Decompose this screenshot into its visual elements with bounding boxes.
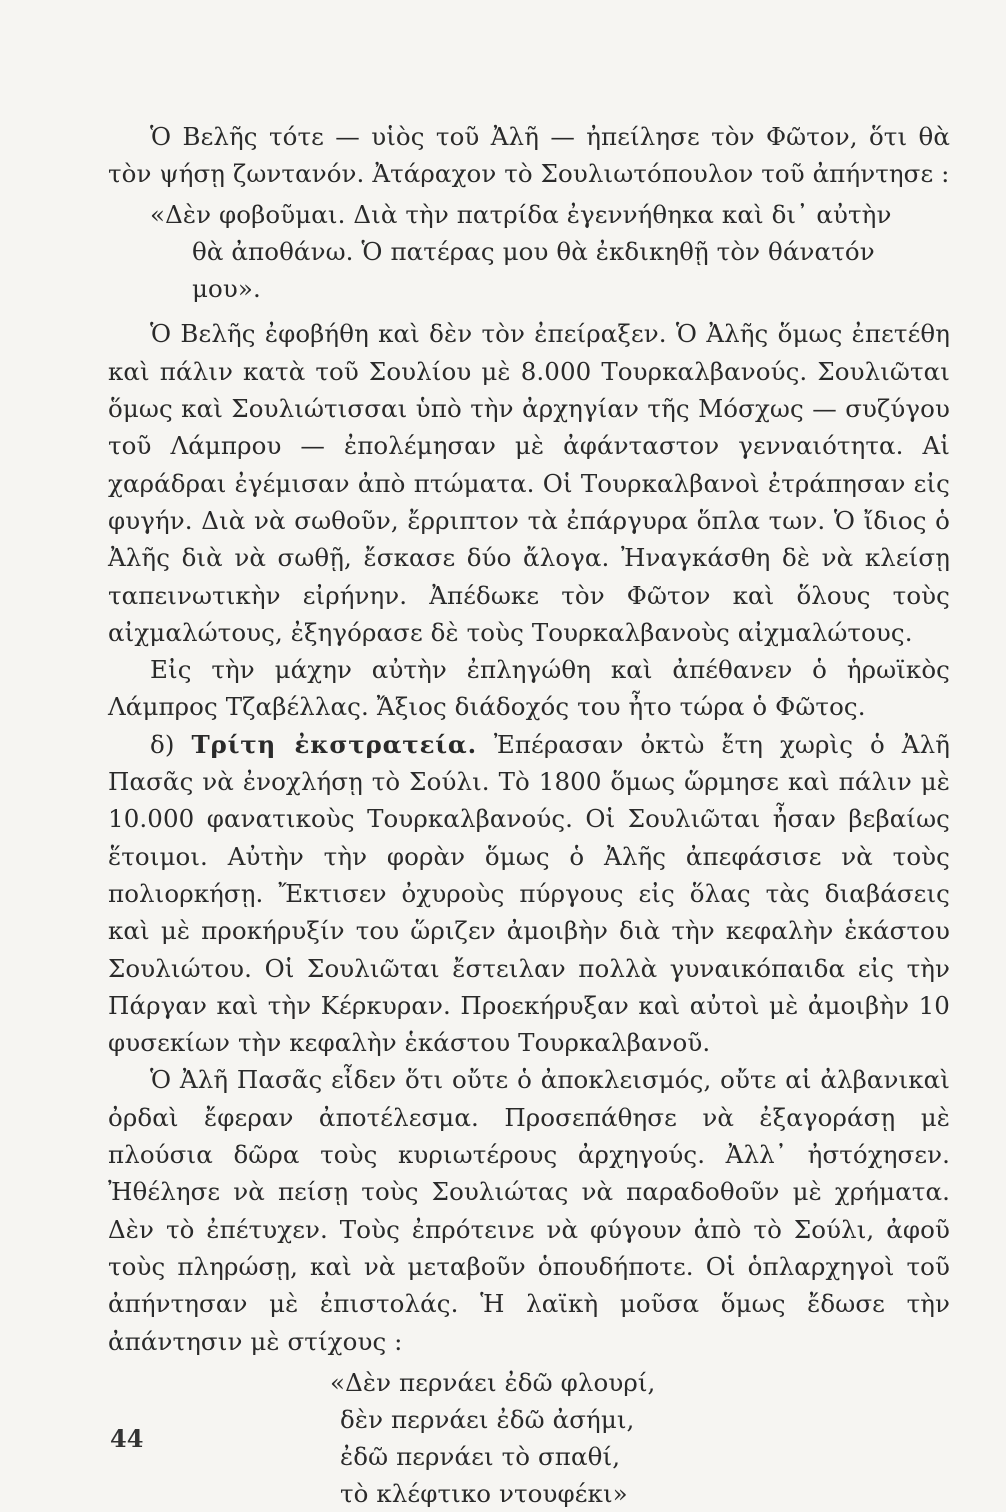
paragraph-4	[108, 726, 950, 1062]
paragraph-1-line-1: Ὁ Βελῆς τότε — υἱὸς τοῦ Ἀλῆ — ἠπείλησε τὸν Φῶτον, ὅτι θὰ	[150, 122, 950, 151]
poem-line: τὸ κλέφτικο ντουφέκι»	[340, 1478, 628, 1508]
page-number: 44	[110, 1424, 144, 1453]
section-heading: Τρίτη ἐκστρατεία.	[191, 729, 477, 759]
quotation-line-2: θὰ ἀποθάνω. Ὁ πατέρας μου θὰ ἐκδικηθῇ τὸν θάνατόν μου».	[192, 236, 875, 304]
quotation-line-1: «Δὲν φοβοῦμαι. Διὰ τὴν πατρίδα ἐγεννήθηκα καὶ δι᾽ αὐτὴν	[150, 199, 892, 229]
poem-line: ἐδῶ περνάει τὸ σπαθί,	[340, 1441, 621, 1471]
paragraph-1	[108, 118, 950, 193]
paragraph-5: Ὁ Ἀλῆ Πασᾶς εἶδεν ὅτι οὔτε ὁ ἀποκλεισμός, οὔτε αἱ ἀλβανικαὶ ὀρδαὶ ἔφεραν ἀποτέλεσμα. Προσεπάθησε νὰ ἐξαγοράσῃ μὲ πλούσια δῶρα τοὺς κυριωτέρους ἀρχηγούς. Ἀλλ᾽ ἠστόχησεν. Ἠθέλησε νὰ πείσῃ τοὺς Σουλιώτας νὰ παραδοθοῦν μὲ χρήματα. Δὲν τὸ ἐπέτυχεν. Τοὺς ἐπρότεινε νὰ φύγουν ἀπὸ τὸ Σούλι, ἀφοῦ τοὺς πληρώσῃ, καὶ νὰ μεταβοῦν ὁπουδήποτε. Οἱ ὁπλαρχηγοὶ τοῦ ἀπήντησαν μὲ ἐπιστολάς. Ἡ λαϊκὴ μοῦσα ὅμως ἔδωσε τὴν ἀπάντησιν μὲ στίχους :	[108, 1065, 950, 1356]
page-body	[108, 118, 950, 1512]
folk-poem	[108, 1364, 950, 1512]
section-marker: δ)	[150, 729, 192, 759]
paragraph-4-text: Ἐπέρασαν ὀκτὼ ἔτη χωρὶς ὁ Ἀλῆ Πασᾶς νὰ ἐνοχλήσῃ τὸ Σούλι. Τὸ 1800 ὅμως ὥρμησε καὶ πάλιν μὲ 10.000 φανατικοὺς Τουρκαλβανούς. Οἱ Σουλιῶται ἦσαν βεβαίως ἕτοιμοι. Αὐτὴν τὴν φορὰν ὅμως ὁ Ἀλῆς ἀπεφάσισε νὰ τοὺς πολιορκήσῃ. Ἔκτισεν ὀχυροὺς πύργους εἰς ὅλας τὰς διαβάσεις καὶ μὲ προκήρυξίν του ὥριζεν ἀμοιβὴν διὰ τὴν κεφαλὴν ἑκάστου Σουλιώτου. Οἱ Σουλιῶται ἔστειλαν πολλὰ γυναικόπαιδα εἰς τὴν Πάργαν καὶ τὴν Κέρκυραν. Προεκήρυξαν καὶ αὐτοὶ μὲ ἀμοιβὴν 10 φυσεκίων τὴν κεφαλὴν ἑκάστου Τουρκαλβανοῦ.	[108, 729, 950, 1058]
paragraph-2: Ὁ Βελῆς ἐφοβήθη καὶ δὲν τὸν ἐπείραξεν. Ὁ Ἀλῆς ὅμως ἐπετέθη καὶ πάλιν κατὰ τοῦ Σουλίου μὲ 8.000 Τουρκαλβανούς. Σουλιῶται ὅμως καὶ Σουλιώτισσαι ὑπὸ τὴν ἀρχηγίαν τῆς Μόσχως — συζύγου τοῦ Λάμπρου — ἐπολέμησαν μὲ ἀφάνταστον γενναιότητα. Αἱ χαράδραι ἐγέμισαν ἀπὸ πτώματα. Οἱ Τουρκαλβανοὶ ἐτράπησαν εἰς φυγήν. Διὰ νὰ σωθοῦν, ἔρριπτον τὰ ἐπάργυρα ὅπλα των. Ὁ ἴδιος ὁ Ἀλῆς διὰ νὰ σωθῇ, ἔσκασε δύο ἄλογα. Ἠναγκάσθη δὲ νὰ κλείσῃ ταπεινωτικὴν εἰρήνην. Ἀπέδωκε τὸν Φῶτον καὶ ὅλους τοὺς αἰχμαλώτους, ἐξηγόρασε δὲ τοὺς Τουρκαλβανοὺς αἰχμαλώτους.	[108, 319, 950, 647]
paragraph-1-line-2: τὸν ψήσῃ ζωντανόν. Ἀτάραχον τὸ Σουλιωτόπουλον τοῦ ἀπήντησε :	[108, 159, 950, 189]
poem-line: δὲν περνάει ἐδῶ ἀσήμι,	[340, 1404, 635, 1434]
quotation-block	[108, 196, 950, 308]
poem-line: «Δὲν περνάει ἐδῶ φλουρί,	[330, 1367, 656, 1397]
paragraph-3: Εἰς τὴν μάχην αὐτὴν ἐπληγώθη καὶ ἀπέθανεν ὁ ἡρωϊκὸς Λάμπρος Τζαβέλλας. Ἄξιος διάδοχός του ἦτο τώρα ὁ Φῶτος.	[108, 655, 950, 722]
